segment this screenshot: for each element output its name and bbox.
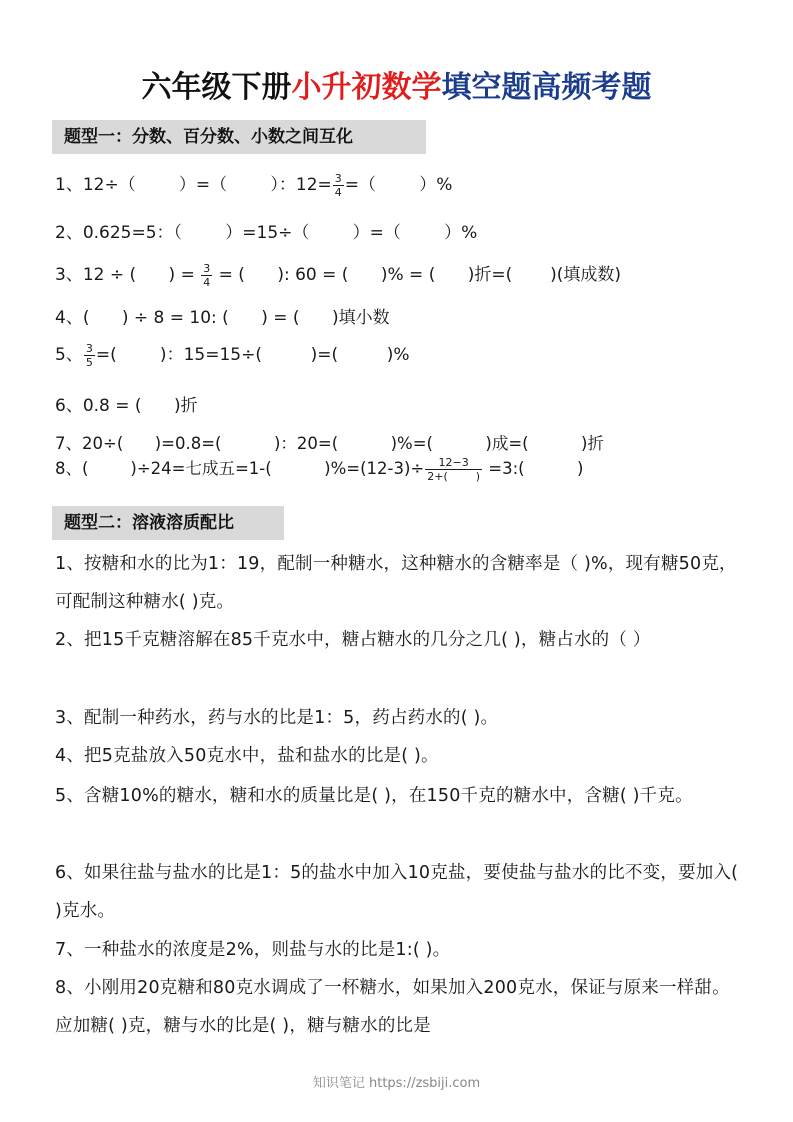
footer-source: 知识笔记 https://zsbiji.com <box>312 1076 481 1091</box>
fraction: $\frac{12-3}{2+( )}$ <box>427 456 481 483</box>
question-1-1: 1、12÷（ ）=（ ）：12= $\frac{3}{4}$ =（ ）% <box>55 171 453 199</box>
question-2-8: 8、小刚用20克糖和80克水调成了一杯糖水，如果加入200克水，保证与原来一样甜。应加糖( )克，糖与水的比是( )，糖与糖水的比是 <box>55 978 730 1036</box>
page-title <box>0 62 793 106</box>
question-2-5: 5、含糖10%的糖水，糖和水的质量比是( )，在150千克的糖水中，含糖( )千克。 <box>55 786 693 806</box>
question-2-6: 6、如果往盐与盐水的比是1：5的盐水中加入10克盐，要使盐与盐水的比不变，要加入( )克水。 <box>55 863 739 921</box>
question-1-8: 8、( )÷24=七成五=1-( )%=(12-3)÷ $\frac{12-3}{2+( )}$ =3:( ) <box>55 456 584 483</box>
question-1-7: 7、20÷( )=0.8=( )：20=( )%=( )成=( )折 <box>55 434 604 453</box>
section-1-heading: 题型一：分数、百分数、小数之间互化 <box>52 120 426 154</box>
question-1-5: 5、 $\frac{3}{5}$ =( )：15=15÷( )=( )% <box>55 341 410 369</box>
question-2-2: 2、把15千克糖溶解在85千克水中，糖占糖水的几分之几( )，糖占水的（ ） <box>55 630 651 650</box>
title-part-3: 填空题高频考题 <box>441 70 652 105</box>
section-2-heading: 题型二：溶液溶质配比 <box>52 506 284 540</box>
question-2-3: 3、配制一种药水，药与水的比是1：5，药占药水的( )。 <box>55 708 499 728</box>
question-2-7: 7、一种盐水的浓度是2%，则盐与水的比是1:( )。 <box>55 940 451 960</box>
fraction: $\frac{3}{5}$ <box>85 341 93 369</box>
question-1-6: 6、0.8 = ( )折 <box>55 396 198 416</box>
question-1-2: 2、0.625=5：（ ）=15÷（ ）=（ ）% <box>55 223 478 243</box>
question-2-4: 4、把5克盐放入50克水中，盐和盐水的比是( )。 <box>55 746 439 766</box>
question-1-3: 3、12 ÷ ( ) = $\frac{3}{4}$ = ( ): 60 = ( )% = ( )折=( )(填成数) <box>55 261 621 289</box>
fraction: $\frac{3}{4}$ <box>334 171 342 199</box>
title-part-2: 小升初数学 <box>291 70 442 105</box>
question-1-4: 4、( ) ÷ 8 = 10: ( ) = ( )填小数 <box>55 308 390 328</box>
fraction: $\frac{3}{4}$ <box>203 261 211 289</box>
question-2-1: 1、按糖和水的比为1：19，配制一种糖水，这种糖水的含糖率是（ )%，现有糖50克，可配制这种糖水( )克。 <box>55 554 737 612</box>
title-part-1: 六年级下册 <box>141 70 292 105</box>
